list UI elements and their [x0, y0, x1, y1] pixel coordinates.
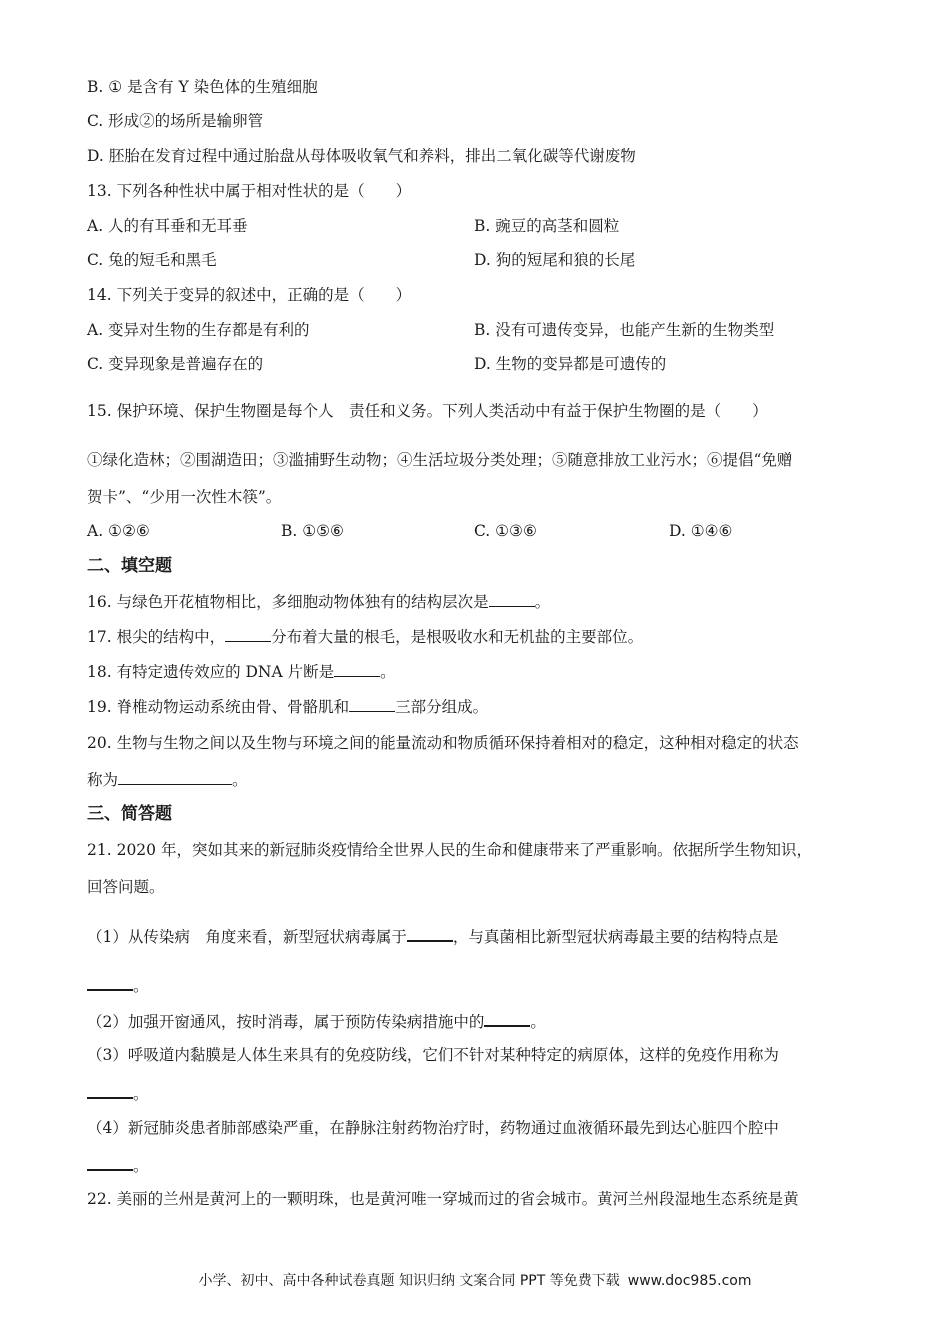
- q21-part4: （4）新冠肺炎患者肺部感染严重，在静脉注射药物治疗时，药物通过血液循环最先到达心脏四个腔中: [87, 1119, 779, 1137]
- q19: [87, 697, 488, 717]
- q20-line1: 20. 生物与生物之间以及生物与环境之间的能量流动和物质循环保持着相对的稳定，这种相对稳定的状态: [87, 734, 799, 752]
- answer-blank[interactable]: [87, 975, 133, 991]
- q21-part4-line2: [87, 1155, 149, 1176]
- q13-option-c: C. 兔的短毛和黑毛: [87, 251, 217, 269]
- section-heading-short-answer: 三、简答题: [87, 804, 172, 824]
- answer-blank[interactable]: [87, 1155, 133, 1171]
- q15-option-c: C. ①③⑥: [474, 522, 537, 540]
- q12-option-c: C. 形成②的场所是输卵管: [87, 112, 264, 130]
- q17-end: 分布着大量的根毛，是根吸收水和无机盐的主要部位。: [271, 628, 644, 646]
- q14-option-b: B. 没有可遗传变异，也能产生新的生物类型: [474, 321, 775, 339]
- q16: [87, 592, 550, 612]
- q21-part4-end: 。: [133, 1157, 149, 1175]
- answer-blank[interactable]: [87, 1083, 133, 1099]
- q19-end: 三部分组成。: [395, 698, 489, 716]
- q21-stem-line2: 回答问题。: [87, 878, 165, 896]
- q21-stem-line1: 21. 2020 年，突如其来的新冠肺炎疫情给全世界人民的生命和健康带来了严重影响。依据所学生物知识，: [87, 841, 812, 859]
- footer-text: 小学、初中、高中各种试卷真题 知识归纳 文案合同 PPT 等免费下载: [198, 1273, 620, 1289]
- q14-option-d: D. 生物的变异都是可遗传的: [474, 355, 667, 373]
- q21-part1-end: 。: [133, 977, 149, 995]
- answer-blank[interactable]: [484, 1011, 530, 1027]
- q21-part1-text: （1）从传染病 角度来看，新型冠状病毒属于: [87, 928, 407, 946]
- q13-option-d: D. 狗的短尾和狼的长尾: [474, 251, 636, 269]
- q21-part3: （3）呼吸道内黏膜是人体生来具有的免疫防线，它们不针对某种特定的病原体，这样的免疫作用称为: [87, 1046, 779, 1064]
- q14-stem: 14. 下列关于变异的叙述中，正确的是（ ）: [87, 286, 412, 304]
- answer-blank[interactable]: [489, 592, 535, 607]
- q14-option-a: A. 变异对生物的生存都是有利的: [87, 321, 310, 339]
- q19-text: 19. 脊椎动物运动系统由骨、骨骼肌和: [87, 698, 350, 716]
- q12-option-b: B. ① 是含有 Y 染色体的生殖细胞: [87, 78, 318, 96]
- q15-statement-line1: ①绿化造林；②围湖造田；③滥捕野生动物；④生活垃圾分类处理；⑤随意排放工业污水；⑥提倡“免赠: [87, 451, 793, 469]
- page-footer: [0, 1270, 950, 1290]
- q15-stem: 15. 保护环境、保护生物圈是每个人 责任和义务。下列人类活动中有益于保护生物圈的是（ ）: [87, 402, 768, 420]
- q18-text: 18. 有特定遗传效应的 DNA 片断是: [87, 663, 335, 681]
- q20-line2: [87, 770, 248, 790]
- q22-stem-line1: 22. 美丽的兰州是黄河上的一颗明珠，也是黄河唯一穿城而过的省会城市。黄河兰州段湿地生态系统是黄: [87, 1190, 799, 1208]
- q12-option-d: D. 胚胎在发育过程中通过胎盘从母体吸收氧气和养料，排出二氧化碳等代谢废物: [87, 147, 636, 165]
- answer-blank[interactable]: [118, 770, 232, 785]
- answer-blank[interactable]: [349, 697, 395, 712]
- q21-part2: [87, 1011, 546, 1032]
- answer-blank[interactable]: [334, 662, 380, 677]
- footer-url[interactable]: www.doc985.com: [627, 1273, 752, 1289]
- q13-option-a: A. 人的有耳垂和无耳垂: [87, 217, 248, 235]
- q17: [87, 627, 643, 647]
- q15-option-a: A. ①②⑥: [87, 522, 150, 540]
- q21-part2-end: 。: [530, 1013, 546, 1031]
- q15-statement-line2: 贺卡”、“少用一次性木筷”。: [87, 488, 282, 506]
- q21-part1-text2: ，与真菌相比新型冠状病毒最主要的结构特点是: [452, 928, 779, 946]
- answer-blank[interactable]: [407, 926, 453, 942]
- q15-option-b: B. ①⑤⑥: [281, 522, 344, 540]
- q21-part2-text: （2）加强开窗通风，按时消毒，属于预防传染病措施中的: [87, 1013, 485, 1031]
- q21-part1-line2: [87, 975, 149, 996]
- q20-text: 称为: [87, 771, 119, 789]
- q21-part1: [87, 926, 778, 947]
- answer-blank[interactable]: [225, 627, 271, 642]
- q16-end: 。: [534, 593, 551, 611]
- q17-text: 17. 根尖的结构中，: [87, 628, 226, 646]
- q18: [87, 662, 396, 682]
- q21-part3-line2: [87, 1083, 149, 1104]
- q13-option-b: B. 豌豆的高茎和圆粒: [474, 217, 620, 235]
- q18-end: 。: [380, 663, 396, 681]
- q15-option-d: D. ①④⑥: [669, 522, 733, 540]
- q20-end: 。: [232, 771, 248, 789]
- q16-text: 16. 与绿色开花植物相比，多细胞动物体独有的结构层次是: [87, 593, 489, 611]
- q14-option-c: C. 变异现象是普遍存在的: [87, 355, 264, 373]
- section-heading-fill-in: 二、填空题: [87, 556, 172, 576]
- q21-part3-end: 。: [133, 1085, 149, 1103]
- q13-stem: 13. 下列各种性状中属于相对性状的是（ ）: [87, 182, 412, 200]
